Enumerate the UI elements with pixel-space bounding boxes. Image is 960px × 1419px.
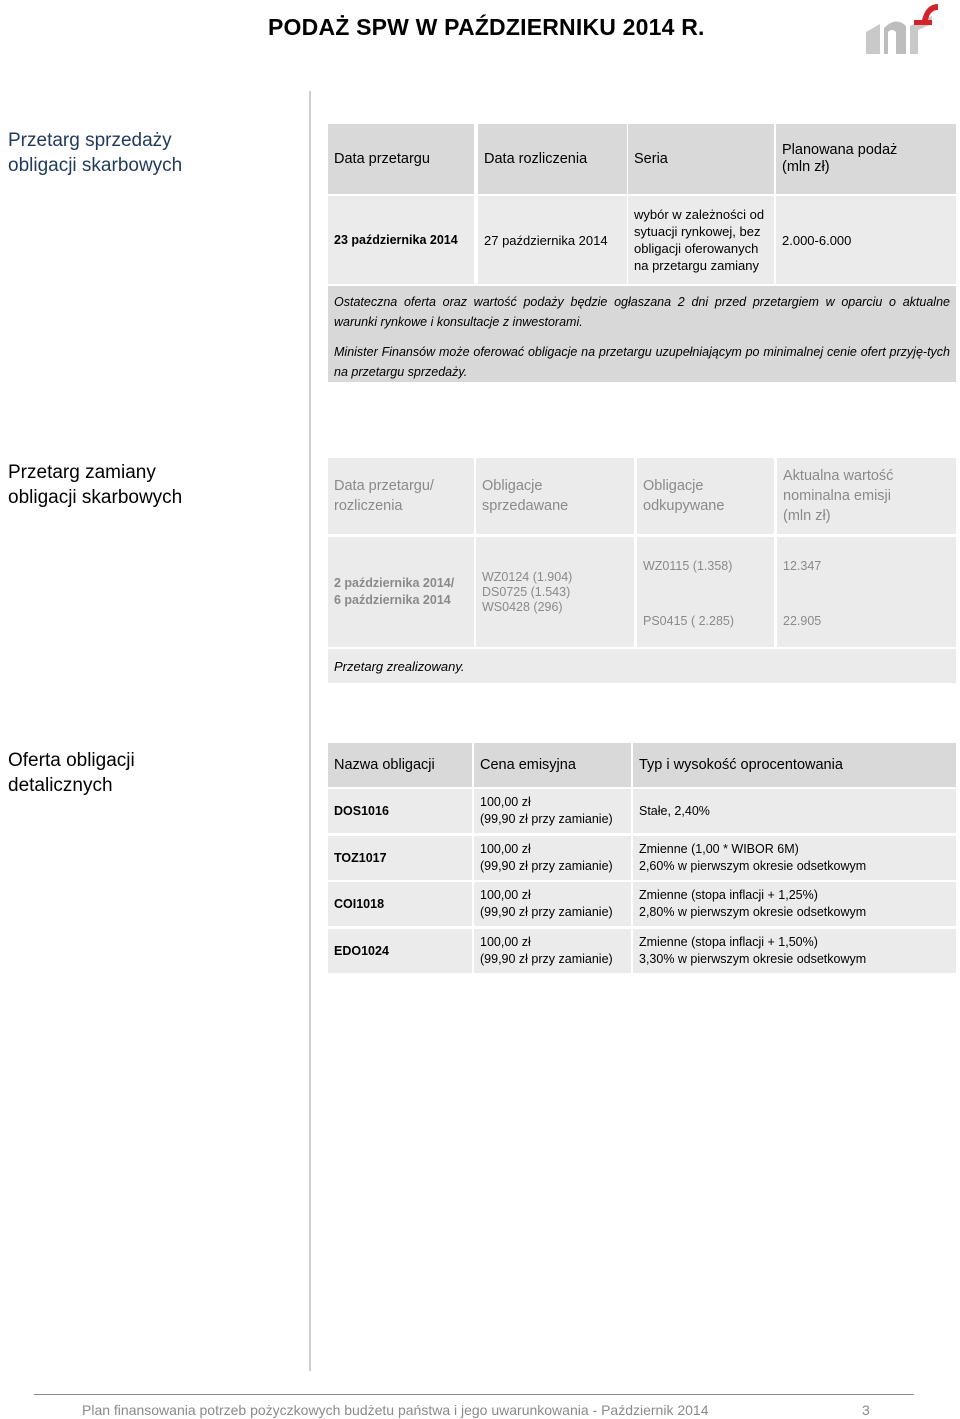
issue-price-cell bbox=[474, 882, 631, 926]
cell-text: DOS1016 bbox=[334, 803, 389, 818]
cell-text: (99,90 zł przy zamianie) bbox=[480, 859, 613, 873]
cell-text: Zmienne (1,00 * WIBOR 6M) bbox=[639, 842, 799, 856]
cell-text: (99,90 zł przy zamianie) bbox=[480, 905, 613, 919]
settlement-date-value: 27 października 2014 bbox=[478, 196, 627, 284]
note-supplementary-auction: Minister Finansów może oferować obligacje na przetargu uzupełniającym po minimalnej cenie ofert przyję-tych na przetargu sprzedaży. bbox=[334, 345, 950, 379]
cell-text: 100,00 zł bbox=[480, 842, 531, 856]
cell-text: 100,00 zł bbox=[480, 888, 531, 902]
sale-auction-title: Przetarg sprzedaży obligacji skarbowych bbox=[8, 130, 183, 176]
header-auction-date: Data przetargu bbox=[328, 124, 474, 194]
cell-text: 2,60% w pierwszym okresie odsetkowym bbox=[639, 859, 867, 873]
issue-price-cell bbox=[474, 836, 631, 880]
header-bonds-bought: Obligacje odkupywane bbox=[637, 458, 774, 534]
cell-text: TOZ1017 bbox=[334, 850, 387, 865]
interest-type-cell bbox=[633, 929, 956, 973]
header-series: Seria bbox=[628, 124, 774, 194]
interest-type-cell bbox=[633, 789, 956, 833]
page-title: PODAŻ SPW W PAŹDZIERNIKU 2014 R. bbox=[268, 14, 705, 40]
note-final-offer: Ostateczna oferta oraz wartość podaży będzie ogłaszana 2 dni przed przetargiem w oparciu o aktualne warunki rynkowe i konsultacje z inwestorami. bbox=[334, 295, 950, 329]
cell-text: 100,00 zł bbox=[480, 795, 531, 809]
bonds-bought-block bbox=[637, 537, 956, 647]
switch-auction-status: Przetarg zrealizowany. bbox=[328, 649, 956, 683]
sale-auction-notes bbox=[328, 286, 956, 382]
bought-bond-2: PS0415 ( 2.285) bbox=[643, 614, 735, 628]
cell-text: (99,90 zł przy zamianie) bbox=[480, 812, 613, 826]
bond-name-cell bbox=[328, 929, 472, 973]
header-switch-dates: Data przetargu/ rozliczenia bbox=[328, 458, 474, 534]
cell-text: Stałe, 2,40% bbox=[639, 803, 710, 818]
bond-name-cell bbox=[328, 882, 472, 926]
cell-text: Zmienne (stopa inflacji + 1,25%) bbox=[639, 888, 818, 902]
bond-name-cell bbox=[328, 836, 472, 880]
issue-price-cell bbox=[474, 789, 631, 833]
planned-supply-value: 2.000-6.000 bbox=[776, 196, 956, 284]
header-bond-name: Nazwa obligacji bbox=[328, 743, 472, 787]
header-settlement-date: Data rozliczenia bbox=[478, 124, 627, 194]
auction-date-value: 23 października 2014 bbox=[328, 196, 474, 284]
switch-auction-title: Przetarg zamiany obligacji skarbowych bbox=[8, 462, 183, 508]
header-issue-price: Cena emisyjna bbox=[474, 743, 631, 787]
bought-bond-1: WZ0115 (1.358) bbox=[643, 559, 733, 573]
cell-text: Zmienne (stopa inflacji + 1,50%) bbox=[639, 935, 818, 949]
cell-text: 3,30% w pierwszym okresie odsetkowym bbox=[639, 952, 867, 966]
cell-divider bbox=[774, 537, 777, 647]
switch-dates-value: 2 października 2014/ 6 października 2014 bbox=[328, 537, 474, 647]
cell-text: EDO1024 bbox=[334, 943, 389, 958]
bonds-sold-list: WZ0124 (1.904) DS0725 (1.543) WS0428 (296) bbox=[476, 537, 634, 647]
cell-text: 100,00 zł bbox=[480, 935, 531, 949]
footer-divider bbox=[34, 1394, 914, 1395]
bought-bond-2-value: 22.905 bbox=[783, 614, 822, 628]
cell-text: COI1018 bbox=[334, 896, 385, 911]
ministry-logo bbox=[866, 2, 938, 54]
header-interest-type: Typ i wysokość oprocentowania bbox=[633, 743, 956, 787]
bond-name-cell bbox=[328, 789, 472, 833]
interest-type-cell bbox=[633, 836, 956, 880]
page-number: 3 bbox=[862, 1402, 870, 1418]
cell-text: (99,90 zł przy zamianie) bbox=[480, 952, 613, 966]
bought-bond-1-value: 12.347 bbox=[783, 559, 822, 573]
retail-bonds-title: Oferta obligacji detalicznych bbox=[8, 750, 135, 796]
header-planned-supply: Planowana podaż (mln zł) bbox=[776, 124, 956, 194]
interest-type-cell bbox=[633, 882, 956, 926]
header-bonds-sold: Obligacje sprzedawane bbox=[476, 458, 634, 534]
vertical-divider bbox=[309, 91, 311, 1371]
header-nominal-value: Aktualna wartość nominalna emisji (mln zł) bbox=[777, 458, 956, 534]
footer-text: Plan finansowania potrzeb pożyczkowych budżetu państwa i jego uwarunkowania - Październik 2014 bbox=[82, 1402, 709, 1418]
issue-price-cell bbox=[474, 929, 631, 973]
cell-text: 2,80% w pierwszym okresie odsetkowym bbox=[639, 905, 867, 919]
series-value: wybór w zależności od sytuacji rynkowej, bez obligacji oferowanych na przetargu zamiany bbox=[628, 196, 774, 284]
